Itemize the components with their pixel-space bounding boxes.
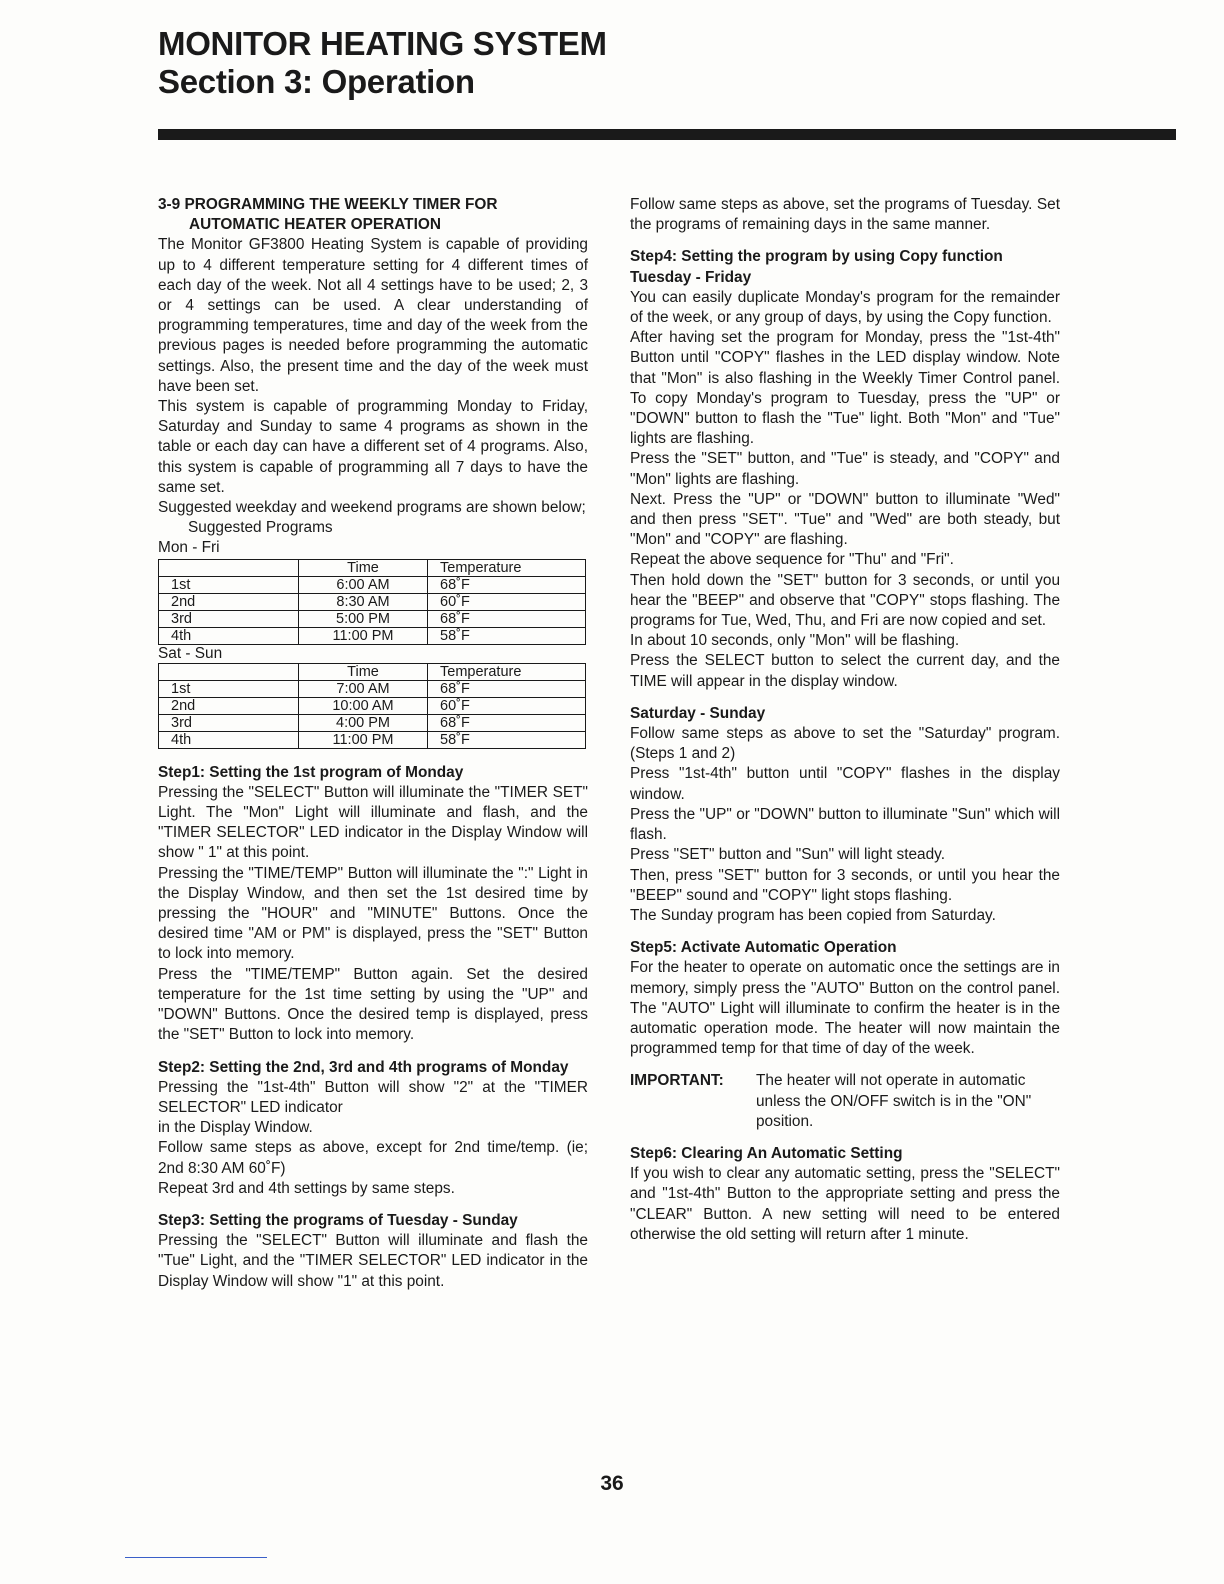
table-header-row [159, 559, 586, 576]
saturday-sunday-paragraph: Press the "UP" or "DOWN" button to illuminate "Sun" which will flash. [630, 805, 1060, 844]
table-cell: 8:30 AM [299, 593, 428, 610]
left-column [158, 195, 588, 1292]
important-label: IMPORTANT: [630, 1072, 724, 1090]
weekday-program-table [158, 559, 586, 645]
table-cell: 58˚F [428, 731, 586, 748]
step4-heading: Step4: Setting the program by using Copy function Tuesday - Friday [630, 248, 1003, 286]
step3-heading: Step3: Setting the programs of Tuesday - Sunday [158, 1211, 518, 1229]
step1-paragraph: Press the "TIME/TEMP" Button again. Set the desired temperature for the 1st time setting by using the "UP" and "DOWN" Buttons. Once the desired temp is displayed, press the "SET" Button to lock into memory. [158, 965, 588, 1044]
section-title-line-2: AUTOMATIC HEATER OPERATION [189, 216, 441, 234]
step2-heading: Step2: Setting the 2nd, 3rd and 4th programs of Monday [158, 1058, 569, 1076]
table-cell: 10:00 AM [299, 697, 428, 714]
saturday-sunday-paragraph: Press "SET" button and "Sun" will light steady. [630, 846, 945, 864]
table-row [159, 593, 586, 610]
table-row [159, 680, 586, 697]
intro-paragraph: Suggested weekday and weekend programs are shown below; [158, 499, 586, 517]
intro-paragraph: This system is capable of programming Monday to Friday, Saturday and Sunday to same 4 programs as shown in the table or each day can have a different set of 4 programs. Also, this system is capable of programming all 7 days to have the same set. [158, 398, 588, 496]
table-cell: 11:00 PM [299, 627, 428, 644]
table-cell: 3rd [159, 714, 299, 731]
saturday-sunday-heading: Saturday - Sunday [630, 704, 766, 722]
table-header-time: Time [299, 559, 428, 576]
step1-heading: Step1: Setting the 1st program of Monday [158, 763, 464, 781]
table-header-temperature: Temperature [428, 663, 586, 680]
intro-paragraph: The Monitor GF3800 Heating System is capable of providing up to 4 different temperature setting for 4 different times of each day of the week. Not all 4 settings have to be used; 2, 3 or 4 settings can be used. A clear understanding of programming temperatures, time and day of the week from the previous pages is needed before programming the automatic settings. Also, the present time and the day of the week must have been set. [158, 236, 588, 395]
document-title: MONITOR HEATING SYSTEM [158, 25, 607, 62]
step1-paragraph: Pressing the "TIME/TEMP" Button will illuminate the ":" Light in the Display Window, and then set the 1st desired time by pressing the "HOUR" and "MINUTE" Buttons. Once the desired time "AM or PM" is displayed, press the "SET" Button to lock into memory. [158, 864, 588, 963]
table-row [159, 576, 586, 593]
table-cell: 1st [159, 576, 299, 593]
table-header-temperature: Temperature [428, 559, 586, 576]
saturday-sunday-paragraph: Follow same steps as above to set the "Saturday" program. (Steps 1 and 2) [630, 725, 1060, 763]
table-header-time: Time [299, 663, 428, 680]
step2-paragraph: in the Display Window. [158, 1119, 313, 1137]
section-heading: Section 3: Operation [158, 63, 475, 100]
section-title-line-1: 3-9 PROGRAMMING THE WEEKLY TIMER FOR [158, 196, 498, 213]
section-3-9-title [158, 195, 588, 235]
table-cell: 68˚F [428, 610, 586, 627]
step3-paragraph: Pressing the "SELECT" Button will illuminate and flash the "Tue" Light, and the "TIMER SELECTOR" LED indicator in the Display Window will show "1" at this point. [158, 1232, 588, 1290]
table-cell: 68˚F [428, 714, 586, 731]
header-rule [158, 129, 1176, 140]
table-cell: 2nd [159, 697, 299, 714]
table-cell: 7:00 AM [299, 680, 428, 697]
saturday-sunday-paragraph: Press "1st-4th" button until "COPY" flashes in the display window. [630, 765, 1060, 803]
step4-paragraph: You can easily duplicate Monday's program for the remainder of the week, or any group of days, by using the Copy function. [630, 288, 1060, 327]
table-cell: 4:00 PM [299, 714, 428, 731]
step2-paragraph: Follow same steps as above, except for 2nd time/temp. (ie; 2nd 8:30 AM 60˚F) [158, 1139, 588, 1177]
step4-paragraph: Press the "SET" button, and "Tue" is steady, and "COPY" and "Mon" lights are flashing. [630, 450, 1060, 488]
important-text: The heater will not operate in automatic unless the ON/OFF switch is in the "ON" position. [756, 1072, 1032, 1130]
table-row [159, 610, 586, 627]
table-cell: 3rd [159, 610, 299, 627]
table-cell [159, 663, 299, 680]
right-column [630, 195, 1060, 1245]
step2-paragraph: Pressing the "1st-4th" Button will show "2" at the "TIMER SELECTOR" LED indicator [158, 1078, 588, 1116]
table-row [159, 714, 586, 731]
page-number: 36 [600, 1472, 624, 1495]
important-note [630, 1071, 1060, 1132]
step4-paragraph: Next. Press the "UP" or "DOWN" button to illuminate "Wed" and then press "SET". "Tue" and "Wed" are both steady, but "Mon" and "COPY" are flashing. [630, 490, 1060, 549]
table-cell: 2nd [159, 593, 299, 610]
step4-paragraph: After having set the program for Monday, press the "1st-4th" Button until "COPY" flashes in the LED display window. Note that "Mon" is also flashing in the Weekly Timer Control panel. To copy Monday's program to Tuesday, press the "UP" or "DOWN" button to flash the "Tue" light. Both "Mon" and "Tue" lights are flashing. [630, 329, 1060, 448]
table-cell: 5:00 PM [299, 610, 428, 627]
weekend-label: Sat - Sun [158, 644, 223, 662]
table-cell: 4th [159, 627, 299, 644]
step4-paragraph: Press the SELECT button to select the current day, and the TIME will appear in the display window. [630, 652, 1060, 690]
suggested-programs-title: Suggested Programs [188, 519, 333, 537]
table-cell: 58˚F [428, 627, 586, 644]
table-row [159, 731, 586, 748]
table-cell: 68˚F [428, 576, 586, 593]
table-cell: 11:00 PM [299, 731, 428, 748]
saturday-sunday-paragraph: The Sunday program has been copied from Saturday. [630, 906, 996, 924]
weekday-label: Mon - Fri [158, 539, 220, 557]
table-cell: 68˚F [428, 680, 586, 697]
saturday-sunday-paragraph: Then, press "SET" button for 3 seconds, or until you hear the "BEEP" sound and "COPY" light stops flashing. [630, 866, 1060, 904]
weekend-program-table [158, 663, 586, 749]
table-cell: 60˚F [428, 593, 586, 610]
step5-paragraph: For the heater to operate on automatic once the settings are in memory, simply press the "AUTO" Button on the control panel. The "AUTO" Light will illuminate to confirm the heater is in the automatic operation mode. The heater will now maintain the programmed temp for that time of day of the week. [630, 959, 1060, 1058]
table-cell: 1st [159, 680, 299, 697]
table-cell: 4th [159, 731, 299, 748]
step6-paragraph: If you wish to clear any automatic setting, press the "SELECT" and "1st-4th" Button to the appropriate setting and press the "CLEAR" Button. A new setting will need to be entered otherwise the old setting will return after 1 minute. [630, 1165, 1060, 1243]
table-header-row [159, 663, 586, 680]
step2-paragraph: Repeat 3rd and 4th settings by same steps. [158, 1179, 455, 1197]
step4-paragraph: In about 10 seconds, only "Mon" will be flashing. [630, 632, 960, 650]
step6-heading: Step6: Clearing An Automatic Setting [630, 1144, 903, 1162]
step4-paragraph: Then hold down the "SET" button for 3 seconds, or until you hear the "BEEP" and observe that "COPY" stops flashing. The programs for Tue, Wed, Thu, and Fri are now copied and set. [630, 571, 1060, 630]
table-row [159, 697, 586, 714]
table-cell: 60˚F [428, 697, 586, 714]
table-row [159, 627, 586, 644]
table-cell: 6:00 AM [299, 576, 428, 593]
step5-heading: Step5: Activate Automatic Operation [630, 939, 897, 957]
follow-paragraph: Follow same steps as above, set the programs of Tuesday. Set the programs of remaining days in the same manner. [630, 196, 1060, 234]
table-cell [159, 559, 299, 576]
step1-paragraph: Pressing the "SELECT" Button will illuminate the "TIMER SET" Light. The "Mon" Light will illuminate and flash, and the "TIMER SELECTOR" LED indicator in the Display Window will show " 1" at this point. [158, 783, 588, 862]
scan-edge-line [125, 1557, 267, 1558]
step4-paragraph: Repeat the above sequence for "Thu" and "Fri". [630, 551, 954, 569]
